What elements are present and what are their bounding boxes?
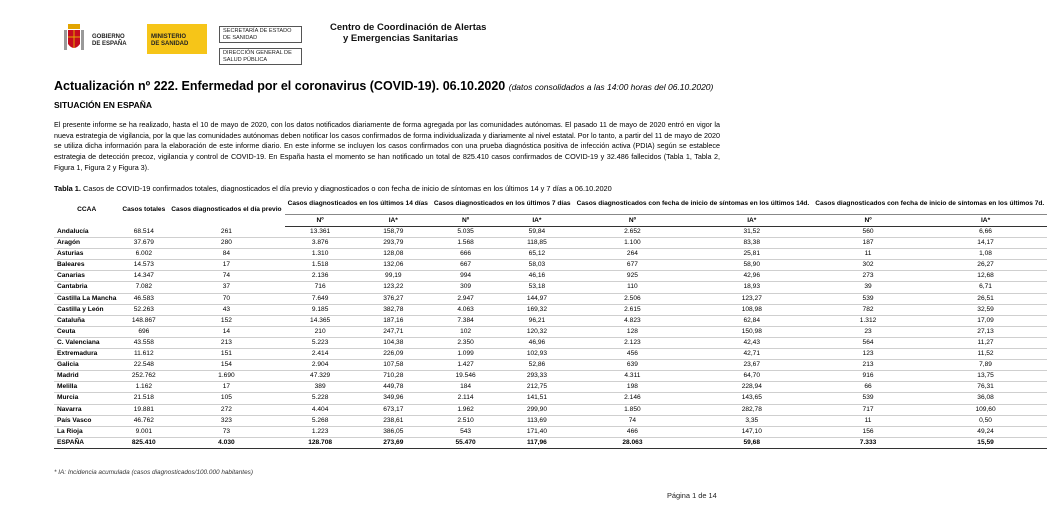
header-prev-day: Casos diagnosticados el día previo: [171, 205, 282, 213]
report-subtitle: (datos consolidados a las 14:00 horas del 06.10.2020): [508, 82, 714, 92]
table-body: [54, 227, 1047, 449]
value-cell: 68.514: [119, 227, 168, 238]
value-cell: 64,70: [691, 371, 812, 382]
value-cell: 104,38: [356, 337, 431, 348]
value-cell: 916: [812, 371, 924, 382]
value-cell: 17: [168, 260, 284, 271]
value-cell: 696: [119, 326, 168, 337]
table-row: [54, 238, 1047, 249]
table-row: [54, 227, 1047, 238]
table-row: [54, 337, 1047, 348]
value-cell: 7.082: [119, 282, 168, 293]
table-row: [54, 304, 1047, 315]
value-cell: 560: [812, 227, 924, 238]
table-row: [54, 393, 1047, 404]
value-cell: 9.185: [285, 304, 356, 315]
value-cell: 466: [574, 426, 692, 437]
value-cell: 53,18: [500, 282, 573, 293]
ccaa-name-cell: Extremadura: [54, 349, 119, 360]
value-cell: 102: [431, 326, 500, 337]
value-cell: 14.573: [119, 260, 168, 271]
document-header: [0, 0, 739, 72]
value-cell: 667: [431, 260, 500, 271]
value-cell: 120,32: [500, 326, 573, 337]
ccaa-name-cell: Madrid: [54, 371, 119, 382]
value-cell: 389: [285, 382, 356, 393]
coat-of-arms-icon: [62, 24, 86, 54]
ccaa-name-cell: Aragón: [54, 238, 119, 249]
value-cell: 282,78: [691, 404, 812, 415]
value-cell: 109,60: [924, 404, 1047, 415]
value-cell: 5.228: [285, 393, 356, 404]
value-cell: 382,78: [356, 304, 431, 315]
value-cell: 1.518: [285, 260, 356, 271]
value-cell: 26,27: [924, 260, 1047, 271]
centro-title: Centro de Coordinación de Alertas y Emergencias Sanitarias: [330, 22, 487, 44]
value-cell: 2.136: [285, 271, 356, 282]
value-cell: 4.030: [168, 437, 284, 448]
header-n: Nº: [431, 215, 500, 227]
value-cell: 37.679: [119, 238, 168, 249]
ccaa-name-cell: Castilla La Mancha: [54, 293, 119, 304]
value-cell: 152: [168, 315, 284, 326]
header-ia: IA*: [500, 215, 573, 227]
value-cell: 128,08: [356, 249, 431, 260]
value-cell: 543: [431, 426, 500, 437]
value-cell: 28.063: [574, 437, 692, 448]
value-cell: 36,08: [924, 393, 1047, 404]
value-cell: 11: [812, 249, 924, 260]
value-cell: 52,86: [500, 360, 573, 371]
value-cell: 46,16: [500, 271, 573, 282]
report-title: Actualización nº 222. Enfermedad por el coronavirus (COVID-19). 06.10.2020 (datos consolidados a las 14:00 horas del 06.10.2020): [54, 79, 714, 93]
value-cell: 117,96: [500, 437, 573, 448]
value-cell: 293,79: [356, 238, 431, 249]
table-row: [54, 371, 1047, 382]
value-cell: 677: [574, 260, 692, 271]
value-cell: 27,13: [924, 326, 1047, 337]
value-cell: 39: [812, 282, 924, 293]
ccaa-name-cell: Asturias: [54, 249, 119, 260]
ccaa-name-cell: Cantabria: [54, 282, 119, 293]
header-14-days: Casos diagnosticados en los últimos 14 días: [285, 193, 431, 215]
value-cell: 108,98: [691, 304, 812, 315]
value-cell: 11: [812, 415, 924, 426]
table-caption: Tabla 1. Casos de COVID-19 confirmados totales, diagnosticados el día previo y diagnosticados o con fecha de inicio de síntomas en los últimos 14 y 7 días a 06.10.2020: [54, 184, 612, 193]
value-cell: 2.506: [574, 293, 692, 304]
value-cell: 261: [168, 227, 284, 238]
ccaa-name-cell: Cataluña: [54, 315, 119, 326]
table-row: [54, 260, 1047, 271]
value-cell: 17,09: [924, 315, 1047, 326]
ccaa-cases-table: [54, 193, 1047, 449]
value-cell: 13,75: [924, 371, 1047, 382]
value-cell: 666: [431, 249, 500, 260]
value-cell: 293,33: [500, 371, 573, 382]
value-cell: 96,21: [500, 315, 573, 326]
value-cell: 673,17: [356, 404, 431, 415]
value-cell: 349,96: [356, 393, 431, 404]
value-cell: 1.962: [431, 404, 500, 415]
value-cell: 187: [812, 238, 924, 249]
value-cell: 2.904: [285, 360, 356, 371]
value-cell: 11.612: [119, 349, 168, 360]
value-cell: 187,16: [356, 315, 431, 326]
table-row: [54, 382, 1047, 393]
value-cell: 14.365: [285, 315, 356, 326]
header-symptoms-7d: Casos diagnosticados con fecha de inicio de síntomas en los últimos 7d.: [812, 193, 1047, 215]
value-cell: 58,03: [500, 260, 573, 271]
header-symptoms-14d: Casos diagnosticados con fecha de inicio de síntomas en los últimos 14d.: [574, 193, 813, 215]
value-cell: 710,28: [356, 371, 431, 382]
ccaa-name-cell: Murcia: [54, 393, 119, 404]
intro-paragraph: El presente informe se ha realizado, hasta el 10 de mayo de 2020, con los datos notificados diariamente de forma agregada por las comunidades autónomas. El pasado 11 de mayo de 2020 entró en vigor la nueva estrategia de vigilancia, por la que las comunidades autónomas deben notificar los casos confirmados de forma individualizada y diariamente al nivel estatal. Por lo tanto, a partir del 11 de mayo de 2020 se utiliza dicha información para la elaboración de este informe diario. En este informe se incluyen los casos confirmados con una prueba diagnóstica positiva de infección activa (PDIA) según se establece estrategia de detección precoz, vigilancia y control de COVID-19. En España hasta el momento se han notificado un total de 825.410 casos confirmados de COVID-19 y 32.486 fallecidos (Tabla 1, Tabla 2, Figura 1, Figura 2 y Figura 3).: [54, 120, 720, 172]
ccaa-name-cell: País Vasco: [54, 415, 119, 426]
value-cell: 31,52: [691, 227, 812, 238]
value-cell: 302: [812, 260, 924, 271]
value-cell: 273,69: [356, 437, 431, 448]
value-cell: 46.583: [119, 293, 168, 304]
value-cell: 59,68: [691, 437, 812, 448]
value-cell: 22.548: [119, 360, 168, 371]
value-cell: 26,51: [924, 293, 1047, 304]
value-cell: 6,71: [924, 282, 1047, 293]
value-cell: 717: [812, 404, 924, 415]
value-cell: 238,61: [356, 415, 431, 426]
value-cell: 782: [812, 304, 924, 315]
value-cell: 43.558: [119, 337, 168, 348]
header-n: Nº: [812, 215, 924, 227]
value-cell: 299,90: [500, 404, 573, 415]
value-cell: 37: [168, 282, 284, 293]
value-cell: 132,06: [356, 260, 431, 271]
value-cell: 141,51: [500, 393, 573, 404]
value-cell: 65,12: [500, 249, 573, 260]
ccaa-name-cell: Andalucía: [54, 227, 119, 238]
value-cell: 198: [574, 382, 692, 393]
value-cell: 156: [812, 426, 924, 437]
value-cell: 74: [574, 415, 692, 426]
value-cell: 925: [574, 271, 692, 282]
value-cell: 9.001: [119, 426, 168, 437]
value-cell: 2.350: [431, 337, 500, 348]
header-ia: IA*: [356, 215, 431, 227]
value-cell: 12,68: [924, 271, 1047, 282]
value-cell: 252.762: [119, 371, 168, 382]
value-cell: 42,96: [691, 271, 812, 282]
value-cell: 7.649: [285, 293, 356, 304]
value-cell: 13.361: [285, 227, 356, 238]
value-cell: 147,10: [691, 426, 812, 437]
value-cell: 84: [168, 249, 284, 260]
table-row: [54, 415, 1047, 426]
table-row: [54, 271, 1047, 282]
table-row: [54, 282, 1047, 293]
header-ccaa: CCAA: [77, 205, 97, 213]
value-cell: 23: [812, 326, 924, 337]
value-cell: 123,27: [691, 293, 812, 304]
value-cell: 1,08: [924, 249, 1047, 260]
value-cell: 5.035: [431, 227, 500, 238]
value-cell: 1.850: [574, 404, 692, 415]
value-cell: 14,17: [924, 238, 1047, 249]
page-number: Página 1 de 14: [667, 491, 717, 500]
section-heading: SITUACIÓN EN ESPAÑA: [54, 100, 153, 110]
value-cell: 6.002: [119, 249, 168, 260]
value-cell: 2.114: [431, 393, 500, 404]
value-cell: 148.867: [119, 315, 168, 326]
value-cell: 7,89: [924, 360, 1047, 371]
value-cell: 2.510: [431, 415, 500, 426]
header-total: Casos totales: [122, 205, 166, 213]
value-cell: 0,50: [924, 415, 1047, 426]
value-cell: 4.063: [431, 304, 500, 315]
value-cell: 273: [812, 271, 924, 282]
header-ia: IA*: [924, 215, 1047, 227]
value-cell: 154: [168, 360, 284, 371]
value-cell: 213: [812, 360, 924, 371]
value-cell: 456: [574, 349, 692, 360]
value-cell: 59,84: [500, 227, 573, 238]
value-cell: 11,52: [924, 349, 1047, 360]
value-cell: 2.414: [285, 349, 356, 360]
value-cell: 46.762: [119, 415, 168, 426]
ccaa-name-cell: La Rioja: [54, 426, 119, 437]
value-cell: 169,32: [500, 304, 573, 315]
value-cell: 123: [812, 349, 924, 360]
value-cell: 123,22: [356, 282, 431, 293]
secretaria-box: SECRETARÍA DE ESTADO DE SANIDAD: [219, 26, 302, 43]
value-cell: 3.876: [285, 238, 356, 249]
header-n: Nº: [574, 215, 692, 227]
value-cell: 76,31: [924, 382, 1047, 393]
value-cell: 1.312: [812, 315, 924, 326]
value-cell: 272: [168, 404, 284, 415]
value-cell: 3,35: [691, 415, 812, 426]
table-row: [54, 249, 1047, 260]
value-cell: 83,38: [691, 238, 812, 249]
value-cell: 226,09: [356, 349, 431, 360]
value-cell: 1.099: [431, 349, 500, 360]
value-cell: 21.518: [119, 393, 168, 404]
value-cell: 264: [574, 249, 692, 260]
value-cell: 105: [168, 393, 284, 404]
value-cell: 128.708: [285, 437, 356, 448]
header-ia: IA*: [691, 215, 812, 227]
ccaa-name-cell: Baleares: [54, 260, 119, 271]
ccaa-name-cell: Navarra: [54, 404, 119, 415]
value-cell: 52.263: [119, 304, 168, 315]
value-cell: 43: [168, 304, 284, 315]
value-cell: 32,59: [924, 304, 1047, 315]
value-cell: 171,40: [500, 426, 573, 437]
value-cell: 1.223: [285, 426, 356, 437]
value-cell: 7.384: [431, 315, 500, 326]
value-cell: 386,05: [356, 426, 431, 437]
value-cell: 449,78: [356, 382, 431, 393]
value-cell: 280: [168, 238, 284, 249]
ccaa-name-cell: C. Valenciana: [54, 337, 119, 348]
value-cell: 1.162: [119, 382, 168, 393]
value-cell: 150,98: [691, 326, 812, 337]
value-cell: 118,85: [500, 238, 573, 249]
value-cell: 46,96: [500, 337, 573, 348]
value-cell: 23,67: [691, 360, 812, 371]
value-cell: 102,93: [500, 349, 573, 360]
value-cell: 99,19: [356, 271, 431, 282]
value-cell: 107,58: [356, 360, 431, 371]
value-cell: 564: [812, 337, 924, 348]
ccaa-name-cell: Melilla: [54, 382, 119, 393]
value-cell: 66: [812, 382, 924, 393]
value-cell: 42,71: [691, 349, 812, 360]
value-cell: 2.652: [574, 227, 692, 238]
ccaa-name-cell: Canarias: [54, 271, 119, 282]
value-cell: 47.329: [285, 371, 356, 382]
value-cell: 1.100: [574, 238, 692, 249]
value-cell: 539: [812, 393, 924, 404]
value-cell: 143,65: [691, 393, 812, 404]
ccaa-name-cell: Castilla y León: [54, 304, 119, 315]
ccaa-name-cell: Ceuta: [54, 326, 119, 337]
value-cell: 994: [431, 271, 500, 282]
value-cell: 18,93: [691, 282, 812, 293]
ministry-band: [147, 24, 207, 54]
value-cell: 42,43: [691, 337, 812, 348]
value-cell: 4.404: [285, 404, 356, 415]
table-row: [54, 293, 1047, 304]
value-cell: 62,84: [691, 315, 812, 326]
value-cell: 14: [168, 326, 284, 337]
value-cell: 113,69: [500, 415, 573, 426]
table-row: [54, 360, 1047, 371]
value-cell: 210: [285, 326, 356, 337]
value-cell: 2.947: [431, 293, 500, 304]
value-cell: 6,66: [924, 227, 1047, 238]
value-cell: 213: [168, 337, 284, 348]
value-cell: 1.690: [168, 371, 284, 382]
value-cell: 17: [168, 382, 284, 393]
value-cell: 110: [574, 282, 692, 293]
value-cell: 11,27: [924, 337, 1047, 348]
table-row: [54, 426, 1047, 437]
value-cell: 55.470: [431, 437, 500, 448]
value-cell: 2.123: [574, 337, 692, 348]
value-cell: 323: [168, 415, 284, 426]
table-row: [54, 349, 1047, 360]
direccion-box: DIRECCIÓN GENERAL DE SALUD PÚBLICA: [219, 48, 302, 65]
value-cell: 2.615: [574, 304, 692, 315]
value-cell: 1.310: [285, 249, 356, 260]
value-cell: 70: [168, 293, 284, 304]
value-cell: 309: [431, 282, 500, 293]
value-cell: 74: [168, 271, 284, 282]
value-cell: 212,75: [500, 382, 573, 393]
value-cell: 228,94: [691, 382, 812, 393]
header-n: Nº: [285, 215, 356, 227]
value-cell: 2.146: [574, 393, 692, 404]
value-cell: 184: [431, 382, 500, 393]
value-cell: 7.333: [812, 437, 924, 448]
value-cell: 247,71: [356, 326, 431, 337]
ccaa-name-cell: Galicia: [54, 360, 119, 371]
value-cell: 151: [168, 349, 284, 360]
table-row: [54, 404, 1047, 415]
value-cell: 1.568: [431, 238, 500, 249]
table-row: [54, 315, 1047, 326]
value-cell: 5.223: [285, 337, 356, 348]
value-cell: 58,90: [691, 260, 812, 271]
value-cell: 158,79: [356, 227, 431, 238]
ccaa-name-cell: ESPAÑA: [54, 437, 119, 448]
value-cell: 128: [574, 326, 692, 337]
table-total-row: [54, 437, 1047, 448]
value-cell: 19.546: [431, 371, 500, 382]
value-cell: 25,81: [691, 249, 812, 260]
value-cell: 15,59: [924, 437, 1047, 448]
header-7-days: Casos diagnosticados en los últimos 7 días: [431, 193, 574, 215]
value-cell: 539: [812, 293, 924, 304]
value-cell: 639: [574, 360, 692, 371]
value-cell: 14.347: [119, 271, 168, 282]
value-cell: 4.823: [574, 315, 692, 326]
value-cell: 19.881: [119, 404, 168, 415]
value-cell: 1.427: [431, 360, 500, 371]
value-cell: 5.268: [285, 415, 356, 426]
value-cell: 376,27: [356, 293, 431, 304]
footnote: * IA: Incidencia acumulada (casos diagnosticados/100.000 habitantes): [54, 469, 253, 476]
value-cell: 144,97: [500, 293, 573, 304]
value-cell: 825.410: [119, 437, 168, 448]
value-cell: 73: [168, 426, 284, 437]
government-label: GOBIERNO DE ESPAÑA: [92, 34, 127, 47]
value-cell: 716: [285, 282, 356, 293]
value-cell: 49,24: [924, 426, 1047, 437]
value-cell: 4.311: [574, 371, 692, 382]
table-row: [54, 326, 1047, 337]
ministry-label: MINISTERIO DE SANIDAD: [151, 34, 189, 47]
